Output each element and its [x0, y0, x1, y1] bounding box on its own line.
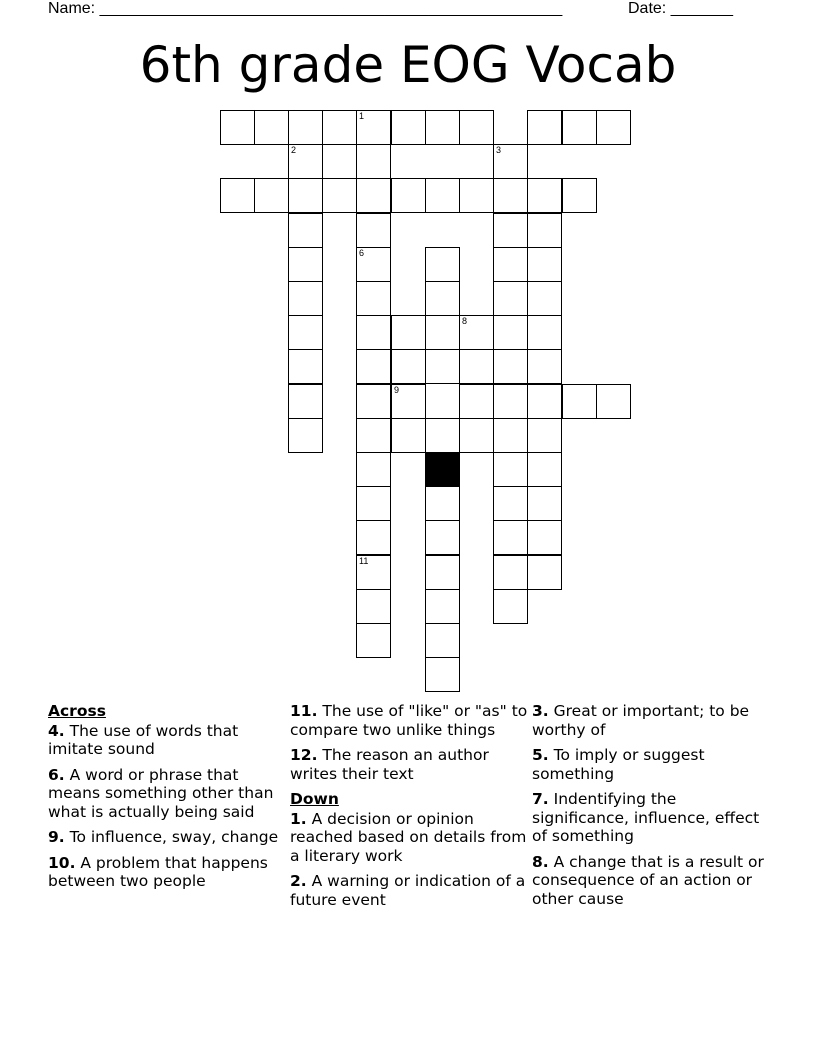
grid-cell[interactable] — [493, 213, 528, 248]
grid-cell[interactable] — [527, 213, 562, 248]
clue-down-8: 8. A change that is a result or consequence of an action or other cause — [532, 852, 764, 908]
grid-cell[interactable] — [356, 144, 391, 179]
grid-cell[interactable] — [562, 110, 597, 145]
grid-cell[interactable] — [356, 623, 391, 658]
grid-cell[interactable] — [356, 281, 391, 316]
grid-cell[interactable] — [459, 418, 494, 453]
clue-number: 6 — [359, 248, 365, 258]
grid-cell[interactable] — [493, 384, 528, 419]
grid-cell[interactable] — [459, 384, 494, 419]
date-field-label[interactable]: Date: _______ — [628, 0, 733, 17]
grid-cell[interactable] — [425, 110, 460, 145]
grid-cell[interactable] — [459, 110, 494, 145]
grid-cell[interactable] — [425, 657, 460, 692]
grid-cell[interactable] — [425, 589, 460, 624]
grid-cell[interactable] — [425, 178, 460, 213]
clue-across-6: 6. A word or phrase that means something other than what is actually being said — [48, 765, 274, 821]
grid-cell[interactable] — [493, 418, 528, 453]
grid-cell[interactable] — [391, 110, 426, 145]
grid-cell[interactable] — [493, 178, 528, 213]
grid-cell[interactable] — [288, 213, 323, 248]
grid-cell[interactable] — [459, 315, 494, 350]
grid-cell[interactable] — [527, 315, 562, 350]
grid-cell[interactable] — [425, 349, 460, 384]
clue-across-10: 10. A problem that happens between two people — [48, 853, 268, 890]
grid-cell[interactable] — [527, 520, 562, 555]
grid-cell[interactable] — [356, 349, 391, 384]
grid-cell[interactable] — [527, 110, 562, 145]
grid-cell[interactable] — [596, 384, 631, 419]
clue-number: 11 — [359, 556, 369, 566]
clue-down-7: 7. Indentifying the significance, influence, effect of something — [532, 790, 760, 845]
grid-cell[interactable] — [356, 486, 391, 521]
clues-column-1 — [48, 702, 286, 898]
grid-cell[interactable] — [493, 247, 528, 282]
grid-cell[interactable] — [391, 418, 426, 453]
grid-cell[interactable] — [288, 349, 323, 384]
grid-cell[interactable] — [356, 589, 391, 624]
grid-cell[interactable] — [391, 349, 426, 384]
grid-cell[interactable] — [425, 281, 460, 316]
grid-cell[interactable] — [322, 178, 357, 213]
grid-cell[interactable] — [493, 281, 528, 316]
name-field-label[interactable]: Name: ____________________________________________________ — [48, 0, 563, 17]
grid-cell[interactable] — [562, 384, 597, 419]
grid-cell[interactable] — [596, 110, 631, 145]
grid-cell[interactable] — [527, 349, 562, 384]
grid-cell[interactable] — [322, 110, 357, 145]
grid-cell[interactable] — [254, 110, 289, 145]
grid-cell[interactable] — [527, 418, 562, 453]
grid-cell[interactable] — [425, 418, 460, 453]
grid-cell[interactable] — [288, 144, 323, 179]
grid-cell[interactable] — [220, 178, 255, 213]
grid-cell[interactable] — [356, 247, 391, 282]
grid-cell[interactable] — [356, 315, 391, 350]
grid-cell[interactable] — [493, 589, 528, 624]
clue-across-9: 9. To influence, sway, change — [48, 828, 279, 846]
grid-cell[interactable] — [493, 349, 528, 384]
clues-column-2 — [290, 702, 528, 916]
grid-cell[interactable] — [493, 486, 528, 521]
grid-cell[interactable] — [254, 178, 289, 213]
grid-cell[interactable] — [288, 178, 323, 213]
clue-down-2: 2. A warning or indication of a future event — [290, 872, 526, 909]
grid-cell[interactable] — [527, 281, 562, 316]
grid-cell[interactable] — [288, 281, 323, 316]
grid-cell[interactable] — [425, 520, 460, 555]
page-title: 6th grade EOG Vocab — [139, 36, 677, 94]
grid-cell[interactable] — [220, 110, 255, 145]
clue-down-3: 3. Great or important; to be worthy of — [532, 702, 750, 739]
grid-cell[interactable] — [493, 520, 528, 555]
grid-cell[interactable] — [288, 315, 323, 350]
grid-cell[interactable] — [527, 486, 562, 521]
down-heading: Down — [290, 790, 339, 808]
grid-cell[interactable] — [288, 247, 323, 282]
clue-across-11: 11. The use of "like" or "as" to compare two unlike things — [290, 702, 528, 739]
across-heading: Across — [48, 702, 106, 720]
black-square — [425, 452, 460, 487]
grid-cell[interactable] — [356, 384, 391, 419]
clues-column-3 — [532, 702, 772, 915]
grid-cell[interactable] — [527, 384, 562, 419]
grid-cell[interactable] — [356, 213, 391, 248]
clue-number: 1 — [359, 111, 365, 121]
grid-cell[interactable] — [288, 418, 323, 453]
grid-cell[interactable] — [391, 315, 426, 350]
grid-cell[interactable] — [356, 452, 391, 487]
grid-cell[interactable] — [425, 555, 460, 590]
clue-down-1: 1. A decision or opinion reached based on details from a literary work — [290, 809, 527, 865]
grid-cell[interactable] — [459, 178, 494, 213]
grid-cell[interactable] — [527, 247, 562, 282]
clue-across-4: 4. The use of words that imitate sound — [48, 721, 239, 758]
grid-cell[interactable] — [527, 555, 562, 590]
grid-cell[interactable] — [459, 349, 494, 384]
clue-number: 2 — [291, 145, 297, 155]
grid-cell[interactable] — [356, 418, 391, 453]
clue-down-5: 5. To imply or suggest something — [532, 746, 705, 783]
grid-cell[interactable] — [356, 520, 391, 555]
grid-cell[interactable] — [288, 110, 323, 145]
worksheet-header — [48, 0, 748, 20]
clue-number: 3 — [496, 145, 502, 155]
grid-cell[interactable] — [493, 555, 528, 590]
grid-cell[interactable] — [356, 110, 391, 145]
grid-cell[interactable] — [425, 486, 460, 521]
grid-cell[interactable] — [425, 247, 460, 282]
clue-across-12: 12. The reason an author writes their text — [290, 746, 489, 783]
grid-cell[interactable] — [391, 178, 426, 213]
grid-cell[interactable] — [527, 178, 562, 213]
clue-number: 8 — [462, 316, 468, 326]
grid-cell[interactable] — [562, 178, 597, 213]
grid-cell[interactable] — [493, 452, 528, 487]
grid-cell[interactable] — [527, 452, 562, 487]
grid-cell[interactable] — [288, 384, 323, 419]
grid-cell[interactable] — [425, 623, 460, 658]
grid-cell[interactable] — [493, 315, 528, 350]
grid-cell[interactable] — [493, 144, 528, 179]
grid-cell[interactable] — [391, 384, 426, 419]
clue-number: 9 — [394, 385, 400, 395]
grid-cell[interactable] — [356, 555, 391, 590]
grid-cell[interactable] — [356, 178, 391, 213]
